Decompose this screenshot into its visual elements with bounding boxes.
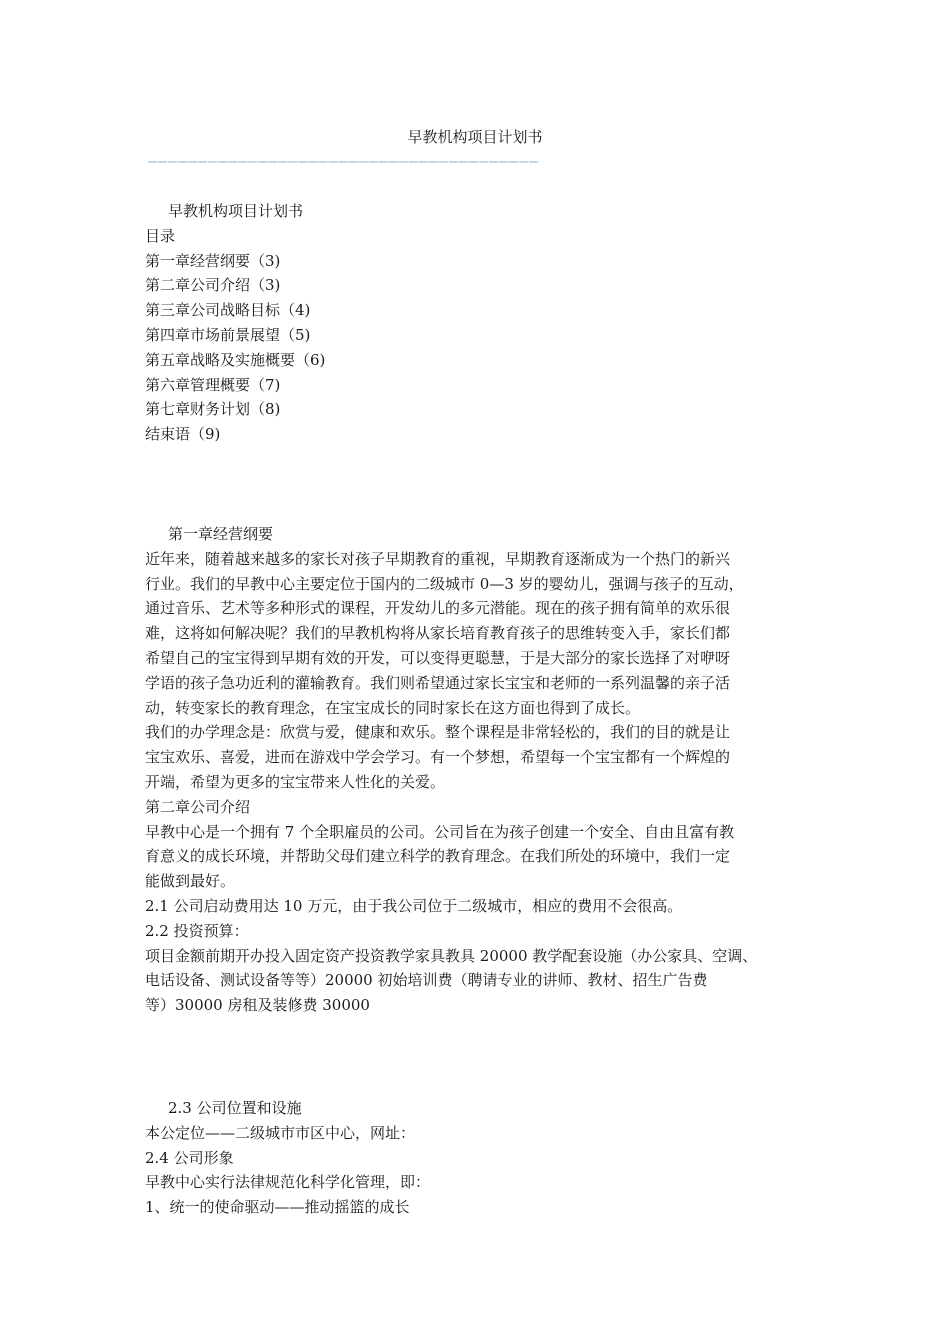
section-2-1: 2.1 公司启动费用达 10 万元，由于我公司位于二级城市，相应的费用不会很高。	[145, 896, 683, 915]
page-header-title: 早教机构项目计划书	[407, 128, 543, 146]
toc-item: 第三章公司战略目标（4)	[145, 301, 311, 320]
paragraph-line: 希望自己的宝宝得到早期有效的开发，可以变得更聪慧，于是大部分的家长选择了对咿呀	[145, 648, 731, 667]
paragraph-line: 近年来，随着越来越多的家长对孩子早期教育的重视，早期教育逐渐成为一个热门的新兴	[145, 549, 731, 568]
paragraph-line: 通过音乐、艺术等多种形式的课程，开发幼儿的多元潜能。现在的孩子拥有简单的欢乐很	[145, 599, 731, 618]
toc-item: 第六章管理概要（7)	[145, 375, 281, 394]
section-2-3-onward	[145, 1096, 810, 1220]
toc-item: 结束语（9)	[145, 425, 221, 444]
paragraph-line: 难，这将如何解决呢？我们的早教机构将从家长培育教育孩子的思维转变入手，家长们都	[145, 624, 731, 643]
list-item: 1、统一的使命驱动——推动摇篮的成长	[145, 1198, 410, 1217]
paragraph-line: 宝宝欢乐、喜爱，进而在游戏中学会学习。有一个梦想，希望每一个宝宝都有一个辉煌的	[145, 748, 731, 767]
paragraph-line: 开端，希望为更多的宝宝带来人性化的关爱。	[145, 772, 446, 791]
toc-item: 第二章公司介绍（3)	[145, 276, 281, 295]
toc-item: 第五章战略及实施概要（6)	[145, 350, 326, 369]
chapter-one-two-section	[145, 522, 810, 1018]
paragraph-line: 等）30000 房租及装修费 30000	[145, 996, 370, 1015]
paragraph-line: 育意义的成长环境，并帮助父母们建立科学的教育理念。在我们所处的环境中，我们一定	[145, 847, 731, 866]
paragraph-line: 行业。我们的早教中心主要定位于国内的二级城市 0—3 岁的婴幼儿，强调与孩子的互动，	[145, 574, 744, 593]
toc-heading: 目录	[145, 226, 176, 245]
paragraph-line: 早教中心是一个拥有 7 个全职雇员的公司。公司旨在为孩子创建一个安全、自由且富有教	[145, 822, 735, 841]
paragraph-line: 早教中心实行法律规范化科学化管理，即：	[145, 1173, 431, 1192]
paragraph-line: 学语的孩子急功近利的灌输教育。我们则希望通过家长宝宝和老师的一系列温馨的亲子活	[145, 673, 731, 692]
section-2-3-heading: 2.3 公司位置和设施	[168, 1099, 302, 1117]
paragraph-line: 我们的办学理念是：欣赏与爱，健康和欢乐。整个课程是非常轻松的，我们的目的就是让	[145, 723, 731, 742]
chapter-two-heading: 第二章公司介绍	[145, 797, 251, 816]
paragraph-line: 本公定位——二级城市市区中心，网址：	[145, 1123, 416, 1142]
title-and-toc-section	[145, 199, 810, 447]
chapter-one-heading: 第一章经营纲要	[168, 525, 274, 543]
paragraph-line: 动，转变家长的教育理念，在宝宝成长的同时家长在这方面也得到了成长。	[145, 698, 641, 717]
section-2-4-heading: 2.4 公司形象	[145, 1148, 234, 1167]
toc-item: 第四章市场前景展望（5)	[145, 325, 311, 344]
paragraph-line: 能做到最好。	[145, 872, 236, 891]
paragraph-line: 项目金额前期开办投入固定资产投资教学家具教具 20000 教学配套设施（办公家具、空调、	[145, 946, 758, 965]
toc-item: 第七章财务计划（8)	[145, 400, 281, 419]
toc-item: 第一章经营纲要（3)	[145, 251, 281, 270]
header-divider: ———————————————————————————————————————	[148, 152, 540, 170]
paragraph-line: 电话设备、测试设备等等）20000 初始培训费（聘请专业的讲师、教材、招生广告费	[145, 971, 708, 990]
document-title: 早教机构项目计划书	[168, 202, 304, 220]
section-2-2-heading: 2.2 投资预算：	[145, 921, 249, 940]
